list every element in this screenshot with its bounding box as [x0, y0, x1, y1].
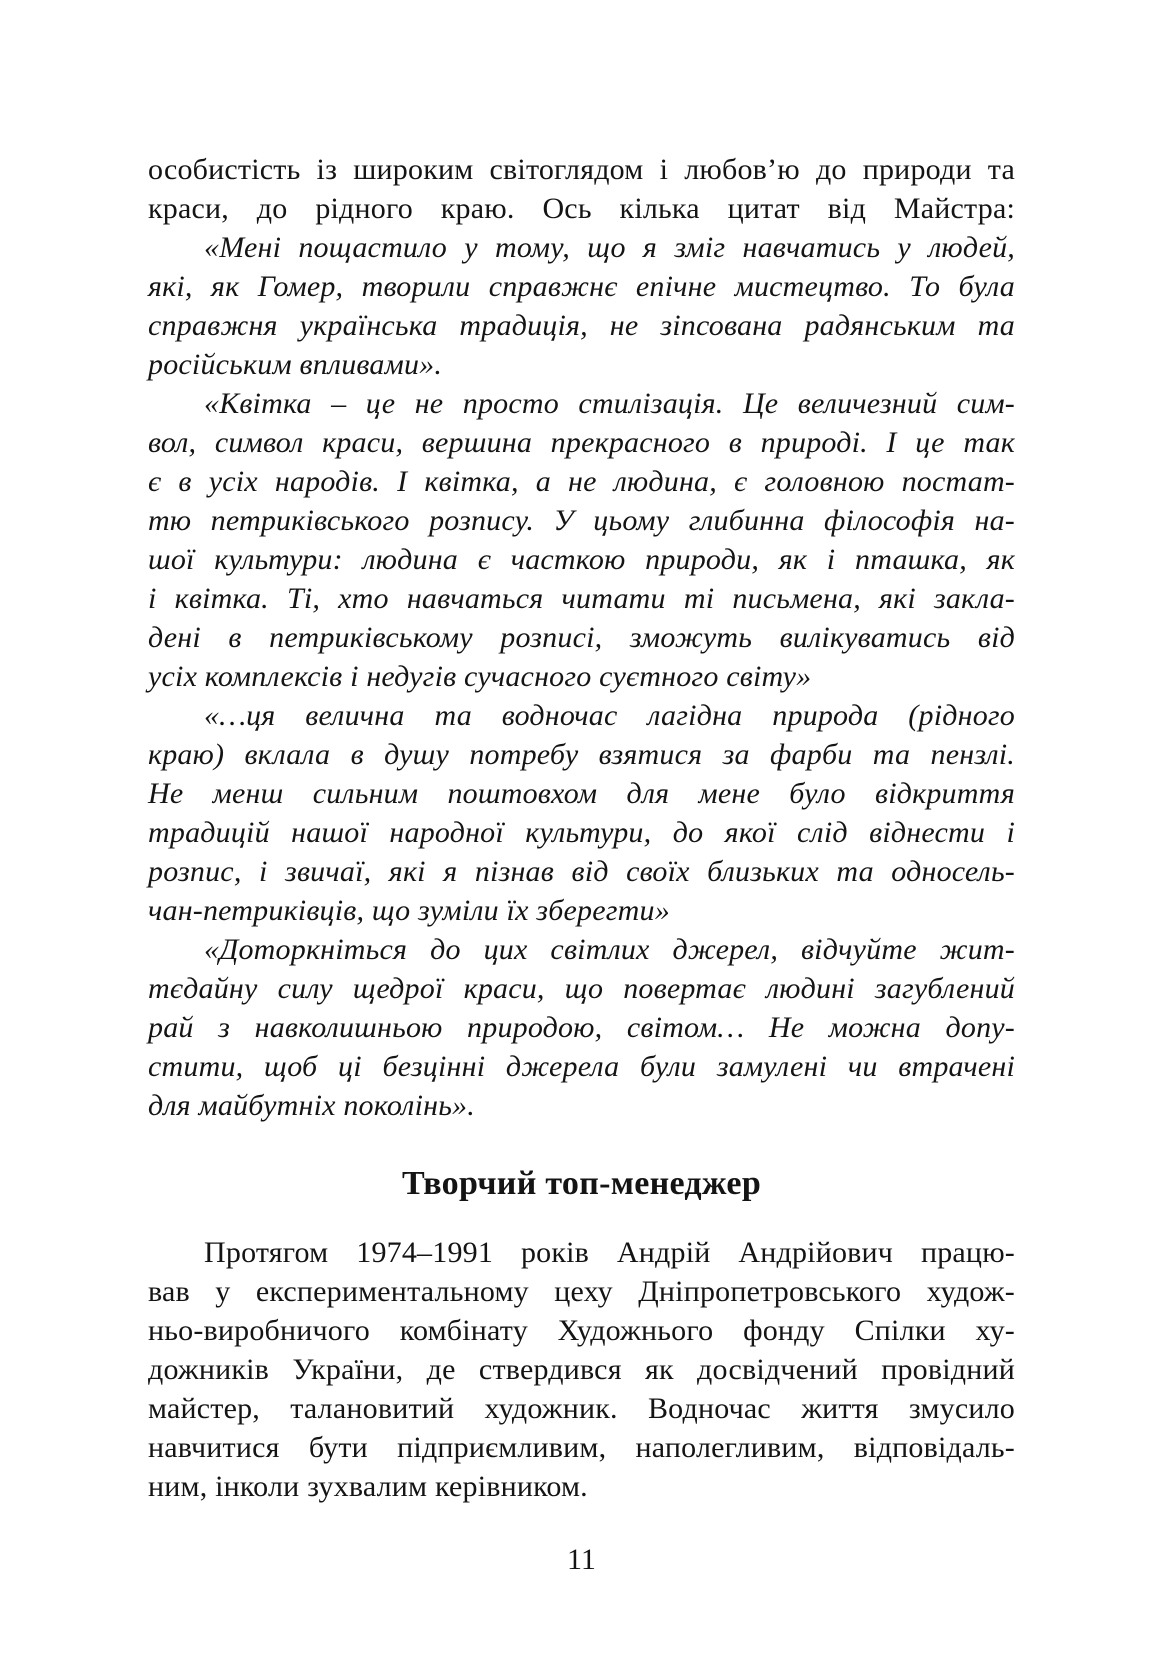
text-line: ним, інколи зухвалим керівником.: [148, 1470, 588, 1503]
text-line: особистість із широким світоглядом і любов’ю до природи та: [148, 153, 1015, 186]
text-line: «Доторкніться до цих світлих джерел, відчуйте жит-: [204, 933, 1015, 966]
text-line: стити, щоб ці безцінні джерела були замулені чи втрачені: [148, 1050, 1015, 1083]
text-line: тю петриківського розпису. У цьому глибинна філософія на-: [148, 504, 1015, 537]
text-line: «Квітка – це не просто стилізація. Це величезний сим-: [204, 387, 1015, 420]
text-line: тєдайну силу щедрої краси, що повертає людині загублений: [148, 972, 1015, 1005]
text-line: краю) вклала в душу потребу взятися за фарби та пензлі.: [148, 738, 1015, 771]
text-line: ньо-виробничого комбінату Художнього фонду Спілки ху-: [148, 1314, 1015, 1347]
text-line: шої культури: людина є часткою природи, як і пташка, як: [148, 543, 1015, 576]
text-line: чан-петриківців, що зуміли їх зберегти»: [148, 894, 670, 927]
text-line: є в усіх народів. І квітка, а не людина, є головною постат-: [148, 465, 1015, 498]
text-line: традицій нашої народної культури, до якої слід віднести і: [148, 816, 1015, 849]
body-paragraph: [148, 1233, 1015, 1506]
text-line: дожників України, де ствердився як досвідчений провідний: [148, 1353, 1015, 1386]
text-line: краси, до рідного краю. Ось кілька цитат від Майстра:: [148, 192, 1015, 225]
text-line: і квітка. Ті, хто навчаться читати ті письмена, які закла-: [148, 582, 1015, 615]
text-line: дені в петриківському розписі, зможуть вилікуватись від: [148, 621, 1015, 654]
quote-paragraph: [148, 228, 1015, 384]
text-line: для майбутніх поколінь».: [148, 1089, 475, 1122]
text-line: «…ця велична та водночас лагідна природа (рідного: [204, 699, 1015, 732]
quote-paragraph: [148, 930, 1015, 1125]
text-line: навчитися бути підприємливим, наполегливим, відповідаль-: [148, 1431, 1015, 1464]
text-line: які, як Гомер, творили справжнє епічне мистецтво. То була: [148, 270, 1015, 303]
text-line: вав у експериментальному цеху Дніпропетровського худож-: [148, 1275, 1015, 1308]
text-line: вол, символ краси, вершина прекрасного в природі. І це так: [148, 426, 1015, 459]
text-line: Не менш сильним поштовхом для мене було відкриття: [148, 777, 1015, 810]
text-line: усіх комплексів і недугів сучасного суєтного світу»: [148, 660, 812, 693]
text-line: справжня українська традиція, не зіпсована радянським та: [148, 309, 1015, 342]
text-line: Протягом 1974–1991 років Андрій Андрійович працю-: [204, 1236, 1015, 1269]
text-line: рай з навколишньою природою, світом… Не можна допу-: [148, 1011, 1015, 1044]
text-line: майстер, талановитий художник. Водночас життя змусило: [148, 1392, 1015, 1425]
quote-paragraph: [148, 384, 1015, 696]
text-line: «Мені пощастило у тому, що я зміг навчатись у людей,: [204, 231, 1015, 264]
page-number: 11: [567, 1543, 596, 1576]
quote-paragraph: [148, 696, 1015, 930]
text-line: російським впливами».: [148, 348, 443, 381]
body-paragraph: [148, 150, 1015, 228]
text-line: розпис, і звичаї, які я пізнав від своїх близьких та односель-: [148, 855, 1015, 888]
section-heading: Творчий топ-менеджер: [401, 1165, 762, 1202]
page-body: [148, 150, 1015, 1506]
